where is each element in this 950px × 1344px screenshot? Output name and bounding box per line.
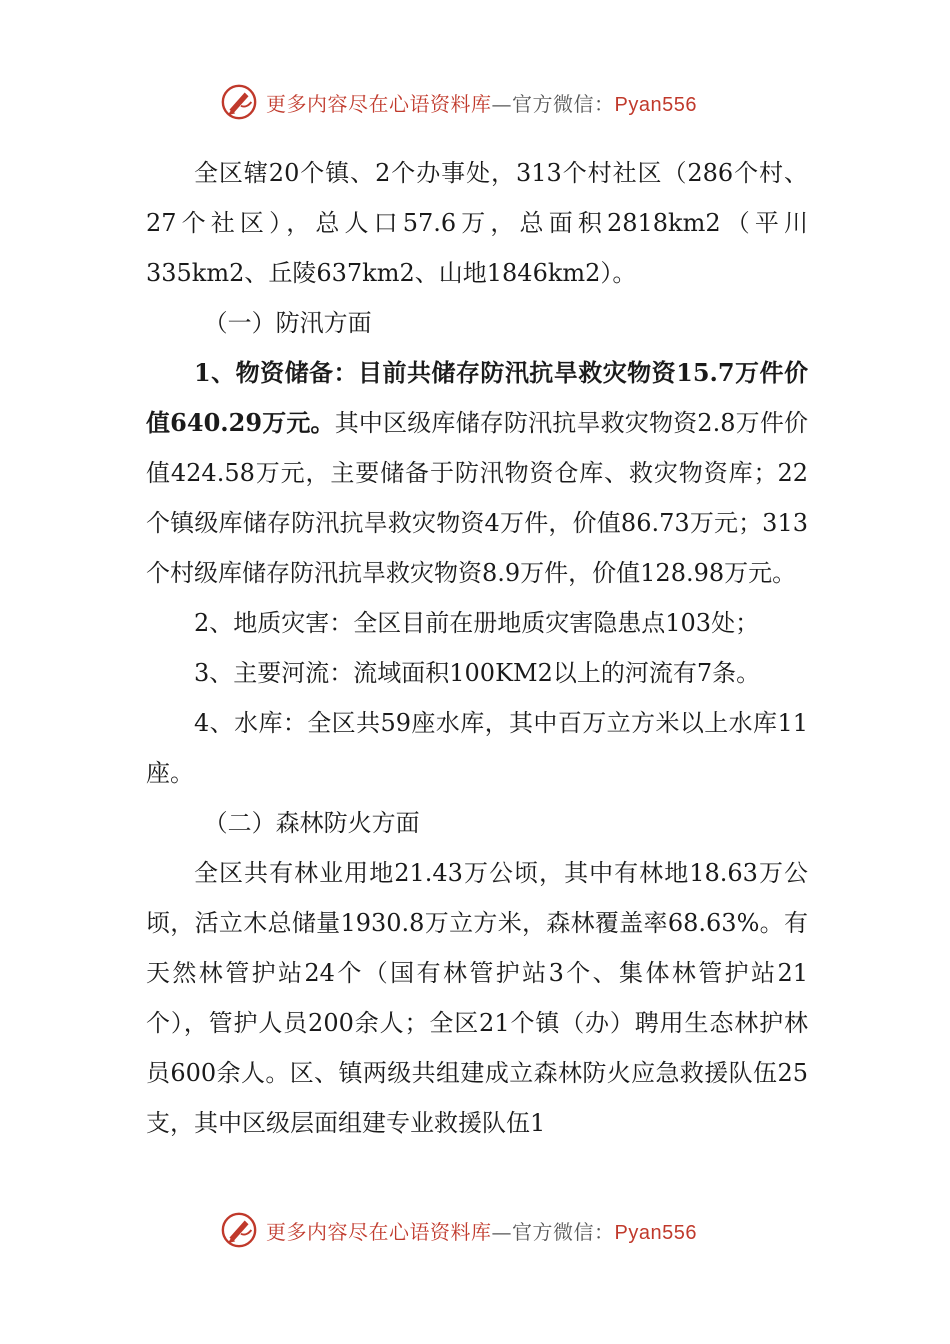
banner-wechat-id: Pyan556: [614, 93, 697, 116]
paragraph-overview: 全区辖20个镇、2个办事处，313个村社区（286个村、27个社区），总人口57.6万，总面积2818km2（平川335km2、丘陵637km2、山地1846km2）。: [146, 159, 808, 287]
banner-separator-text: —官方微信：: [491, 91, 615, 116]
banner-main-text: 更多内容尽在心语资料库: [266, 91, 492, 116]
banner-wechat-id: Pyan556: [614, 1221, 697, 1244]
paragraph-rivers: 3、主要河流：流域面积100KM2以上的河流有7条。: [194, 659, 761, 687]
banner-text: [266, 88, 697, 117]
banner-separator-text: —官方微信：: [491, 1219, 615, 1244]
material-reserve-detail: 其中区级库储存防汛抗旱救灾物资2.8万件价值424.58万元，主要储备于防汛物资仓库、救灾物资库；22个镇级库储存防汛抗旱救灾物资4万件，价值86.73万元；313个村级库储存防汛抗旱救灾物资8.9万件，价值128.98万元。: [146, 409, 808, 587]
paragraph-material-reserve: [146, 348, 808, 598]
footer-banner: [220, 1210, 740, 1250]
paragraph-forestry: 全区共有林业用地21.43万公顷，其中有林地18.63万公顷，活立木总储量1930.8万立方米，森林覆盖率68.63%。有天然林管护站24个（国有林管护站3个、集体林管护站21个），管护人员200余人；全区21个镇（办）聘用生态林护林员600余人。区、镇两级共组建成立森林防火应急救援队伍25支，其中区级层面组建专业救援队伍1: [146, 859, 808, 1137]
paragraph-reservoirs: 4、水库：全区共59座水库，其中百万立方米以上水库11座。: [146, 709, 808, 787]
document-body: [146, 148, 808, 1148]
material-reserve-bold-lead: 1、物资储备：目前共储存防汛抗旱救灾物资15.7万件价值640.29万元。: [146, 358, 808, 437]
paragraph-geologic-hazard: 2、地质灾害：全区目前在册地质灾害隐患点103处；: [194, 609, 760, 637]
header-banner: [220, 82, 740, 122]
banner-text: [266, 1216, 697, 1245]
pen-logo-icon: [220, 83, 258, 121]
section-heading-forest-fire: （二）森林防火方面: [203, 809, 420, 837]
section-heading-flood: （一）防汛方面: [203, 309, 372, 337]
pen-logo-icon: [220, 1211, 258, 1249]
banner-main-text: 更多内容尽在心语资料库: [266, 1219, 492, 1244]
